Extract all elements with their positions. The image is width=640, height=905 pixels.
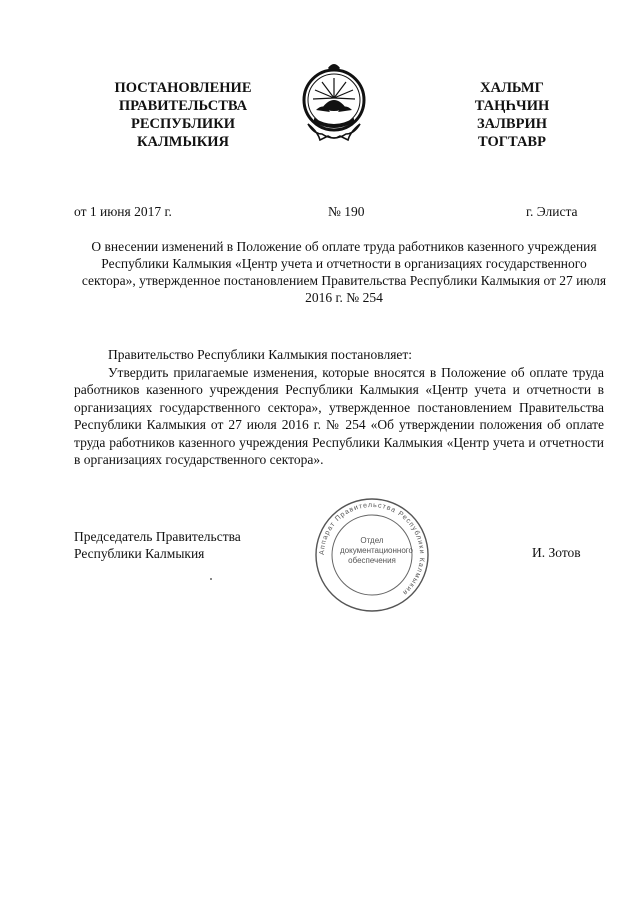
signer-position (74, 528, 241, 562)
document-number: № 190 (328, 204, 365, 219)
document-body (74, 346, 604, 469)
header-left-line: РЕСПУБЛИКИ (130, 116, 236, 132)
header-right-line: ХАЛЬМГ (480, 80, 544, 96)
header-right-line: ЗАЛВРИН (476, 116, 547, 132)
header-left-line: ПОСТАНОВЛЕНИЕ (114, 80, 252, 96)
scan-speck (210, 578, 212, 580)
header-left-line: ПРАВИТЕЛЬСТВА (118, 98, 248, 114)
resolution-paragraph: Утвердить прилагаемые изменения, которые вносятся в Положение об оплате труда работников казенного учреждения Республики Калмыкия «Центр учета и отчетности в организациях государственного сектора», утвержденное постановлением Правительства Республики Калмыкия от 27 июля 2016 г. № 254 «Об утверждении положения об оплате труда работников казенного учреждения Республики Калмыкия «Центр учета и отчетности в организациях государственного сектора». (74, 364, 604, 467)
signer-name: И. Зотов (532, 545, 581, 560)
document-date: от 1 июня 2017 г. (74, 204, 172, 219)
document-title: О внесении изменений в Положение об оплате труда работников казенного учреждения Республики Калмыкия «Центр учета и отчетности в организациях государственного сектора», утвержденное постановлением Правительства Республики Калмыкия от 27 июля 2016 г. № 254 (81, 239, 607, 305)
stamp-inner-text: Отдел документационного обеспечения (340, 536, 413, 565)
document-city: г. Элиста (526, 204, 578, 219)
stamp-ring-text: Аппарат Правительства Республики Калмыкия (318, 501, 426, 597)
resolution-intro: Правительство Республики Калмыкия постановляет: (108, 347, 413, 362)
header-left-title (78, 79, 288, 151)
signer-position-line: Республики Калмыкия (74, 546, 205, 561)
header-right-line: ТАҢҺЧИН (474, 98, 550, 114)
header-right-title (422, 79, 602, 151)
official-stamp (312, 496, 432, 614)
coat-of-arms-kalmykia-icon (300, 62, 368, 146)
header-left-line: КАЛМЫКИЯ (137, 134, 229, 150)
header-right-line: ТОГТАВР (478, 134, 546, 150)
signer-position-line: Председатель Правительства (74, 529, 241, 544)
